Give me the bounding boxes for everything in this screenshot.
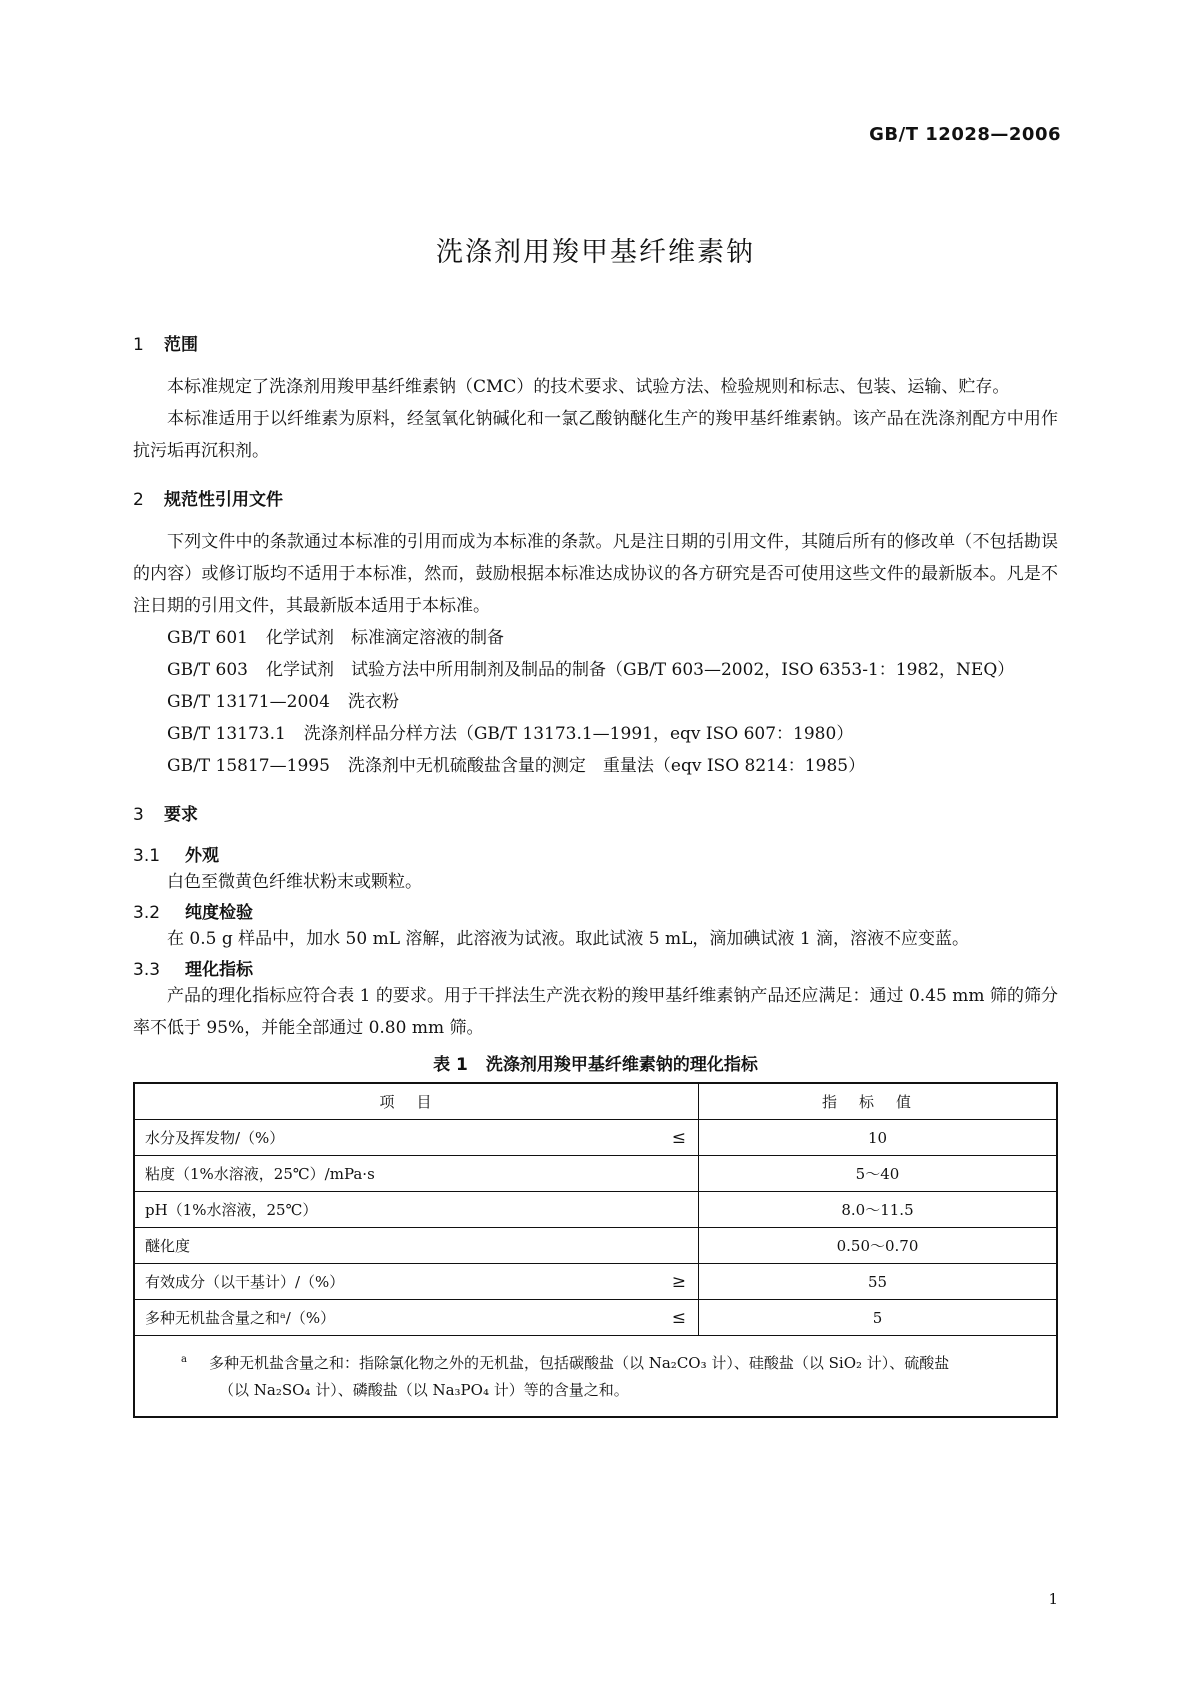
table-footnote [134,1336,1057,1418]
subsection-title: 纯度检验 [185,903,253,923]
item-label: 粘度（1%水溶液，25℃）/mPa·s [145,1165,375,1183]
paragraph: 产品的理化指标应符合表 1 的要求。用于干拌法生产洗衣粉的羧甲基纤维素钠产品还应满足：通过 0.45 mm 筛的筛分率不低于 95%，并能全部通过 0.80 mm 筛。 [133,986,1058,1038]
item-label: 水分及挥发物/（%） [145,1129,285,1147]
cell-item [134,1192,699,1228]
reference-item [133,654,1058,686]
comparison-symbol: ≤ [671,1307,686,1328]
reference-title: 化学试剂 试验方法中所用制剂及制品的制备（GB/T 603—2002，ISO 6353-1：1982，NEQ） [266,660,1015,680]
subsection-3-2-heading [133,898,1058,923]
table-footnote-row [134,1336,1057,1418]
table-row [134,1192,1057,1228]
cell-value: 0.50～0.70 [699,1228,1058,1264]
reference-title: 化学试剂 标准滴定溶液的制备 [266,628,504,648]
section-number: 1 [133,335,144,355]
reference-item [133,750,1058,782]
spec-table [133,1082,1058,1418]
item-label: 醚化度 [145,1237,191,1255]
table-header-row [134,1083,1057,1120]
section-title: 要求 [164,805,198,825]
cell-value: 5～40 [699,1156,1058,1192]
reference-code: GB/T 15817—1995 [167,756,330,776]
reference-code: GB/T 13173.1 [167,724,286,744]
table-row [134,1264,1057,1300]
cell-value: 10 [699,1120,1058,1156]
section-1-heading [133,330,1058,355]
reference-title: 洗涤剂中无机硫酸盐含量的测定 重量法（eqv ISO 8214：1985） [347,756,866,776]
cell-value: 8.0～11.5 [699,1192,1058,1228]
footnote-line [147,1346,1044,1377]
cell-item [134,1120,699,1156]
cell-item [134,1156,699,1192]
page-number: 1 [1048,1590,1058,1608]
cell-item [134,1264,699,1300]
table-row [134,1228,1057,1264]
item-label: 多种无机盐含量之和ᵃ/（%） [145,1309,336,1327]
subsection-3-1-heading [133,841,1058,866]
subsection-title: 理化指标 [185,960,253,980]
section-number: 2 [133,490,144,510]
subsection-number: 3.1 [133,846,161,866]
item-label: 有效成分（以干基计）/（%） [145,1273,345,1291]
paragraph: 本标准规定了洗涤剂用羧甲基纤维素钠（CMC）的技术要求、试验方法、检验规则和标志、包装、运输、贮存。 [167,377,1010,397]
cell-item [134,1228,699,1264]
document-title: 洗涤剂用羧甲基纤维素钠 [436,237,755,268]
table-row [134,1300,1057,1336]
header-item: 项目 [134,1083,699,1120]
cell-item [134,1300,699,1336]
table-title: 洗涤剂用羧甲基纤维素钠的理化指标 [485,1055,758,1075]
footnote-line: （以 Na₂SO₄ 计）、磷酸盐（以 Na₃PO₄ 计）等的含量之和。 [219,1381,629,1399]
section-2-heading [133,485,1058,510]
table-caption [133,1050,1058,1075]
footnote-mark: a [181,1354,187,1365]
subsection-title: 外观 [185,846,219,866]
table-row [134,1156,1057,1192]
paragraph: 白色至微黄色纤维状粉末或颗粒。 [167,872,422,892]
cell-value: 5 [699,1300,1058,1336]
reference-code: GB/T 603 [167,660,248,680]
item-label: pH（1%水溶液，25℃） [145,1201,318,1219]
subsection-3-3-heading [133,955,1058,980]
reference-item [133,622,1058,654]
table-row [134,1120,1057,1156]
subsection-number: 3.2 [133,903,161,923]
section-title: 规范性引用文件 [164,490,283,510]
section-number: 3 [133,805,144,825]
footnote-text: 多种无机盐含量之和：指除氯化物之外的无机盐，包括碳酸盐（以 Na₂CO₃ 计）、硅酸盐（以 SiO₂ 计）、硫酸盐 [208,1354,950,1372]
reference-item [133,686,1058,718]
standard-code: GB/T 12028—2006 [869,124,1061,145]
document-body [133,330,1058,1418]
cell-value: 55 [699,1264,1058,1300]
subsection-number: 3.3 [133,960,161,980]
comparison-symbol: ≤ [671,1127,686,1148]
comparison-symbol: ≥ [671,1271,686,1292]
reference-title: 洗涤剂样品分样方法（GB/T 13173.1—1991，eqv ISO 607：1980） [303,724,854,744]
section-title: 范围 [164,335,198,355]
section-3-heading [133,800,1058,825]
table-number: 表 1 [433,1055,468,1075]
reference-code: GB/T 601 [167,628,248,648]
header-value: 指标值 [699,1083,1058,1120]
paragraph: 下列文件中的条款通过本标准的引用而成为本标准的条款。凡是注日期的引用文件，其随后所有的修改单（不包括勘误的内容）或修订版均不适用于本标准，然而，鼓励根据本标准达成协议的各方研究是否可使用这些文件的最新版本。凡是不注日期的引用文件，其最新版本适用于本标准。 [133,532,1058,616]
reference-title: 洗衣粉 [347,692,399,712]
paragraph: 在 0.5 g 样品中，加水 50 mL 溶解，此溶液为试液。取此试液 5 mL，滴加碘试液 1 滴，溶液不应变蓝。 [167,929,970,949]
reference-code: GB/T 13171—2004 [167,692,330,712]
paragraph: 本标准适用于以纤维素为原料，经氢氧化钠碱化和一氯乙酸钠醚化生产的羧甲基纤维素钠。该产品在洗涤剂配方中用作抗污垢再沉积剂。 [133,409,1058,461]
reference-item [133,718,1058,750]
